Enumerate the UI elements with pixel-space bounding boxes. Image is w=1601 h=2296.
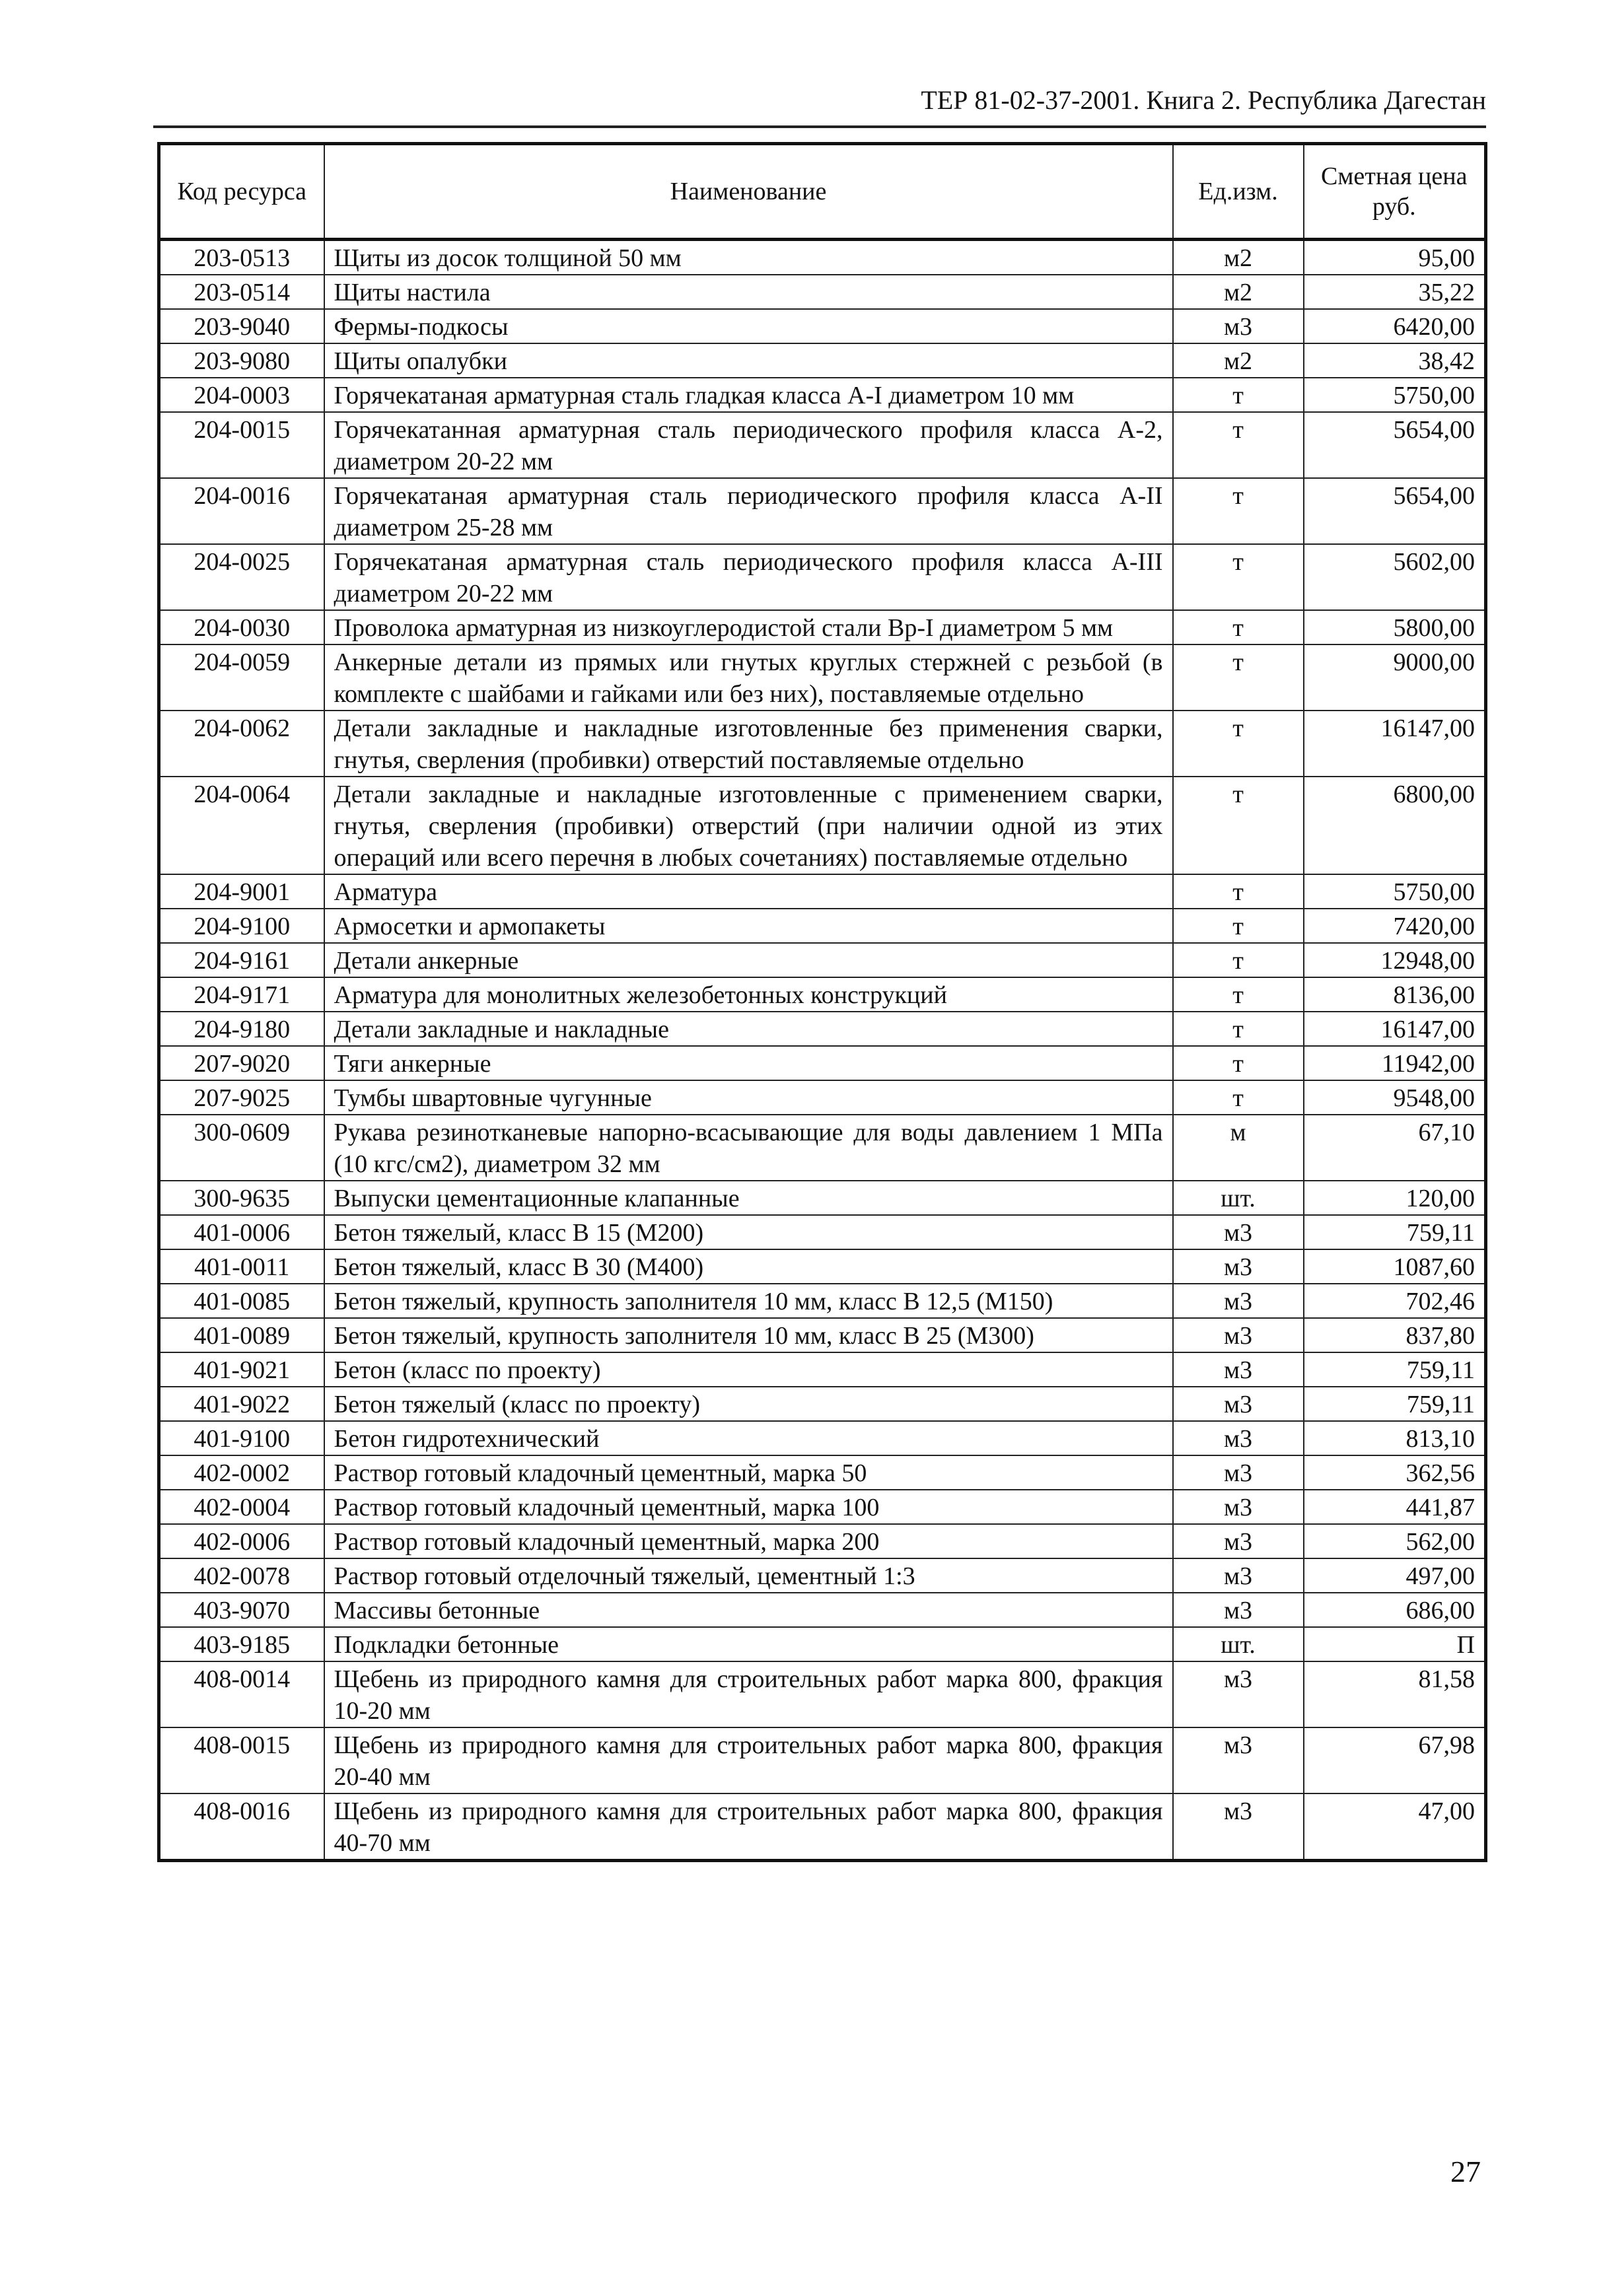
cell-unit: т	[1173, 711, 1304, 777]
cell-unit: м3	[1173, 1215, 1304, 1249]
cell-price: 441,87	[1304, 1490, 1486, 1524]
cell-unit: шт.	[1173, 1181, 1304, 1215]
cell-unit: т	[1173, 412, 1304, 478]
cell-price: 9548,00	[1304, 1080, 1486, 1115]
cell-unit: м3	[1173, 1524, 1304, 1558]
table-row	[159, 1215, 1486, 1249]
cell-code: 403-9185	[159, 1627, 324, 1661]
page-header	[153, 83, 1486, 128]
cell-code: 204-0016	[159, 478, 324, 544]
cell-name: Анкерные детали из прямых или гнутых круглых стержней с резьбой (в комплекте с шайбами и гайками или без них), поставляемые отдельно	[324, 644, 1173, 711]
cell-price: 813,10	[1304, 1421, 1486, 1455]
cell-unit: т	[1173, 943, 1304, 977]
table-row	[159, 1490, 1486, 1524]
cell-code: 403-9070	[159, 1593, 324, 1627]
cell-code: 402-0002	[159, 1455, 324, 1490]
table-row	[159, 1421, 1486, 1455]
table-row	[159, 1387, 1486, 1421]
column-header-price	[1304, 144, 1486, 240]
table-row	[159, 909, 1486, 943]
cell-price: 67,10	[1304, 1115, 1486, 1181]
cell-name: Массивы бетонные	[324, 1593, 1173, 1627]
cell-unit: м3	[1173, 1455, 1304, 1490]
column-header-unit: Ед.изм.	[1173, 144, 1304, 240]
cell-name: Детали анкерные	[324, 943, 1173, 977]
cell-unit: м3	[1173, 309, 1304, 343]
cell-name: Щебень из природного камня для строительных работ марка 800, фракция 20-40 мм	[324, 1727, 1173, 1793]
cell-name: Щиты опалубки	[324, 343, 1173, 378]
cell-name: Щебень из природного камня для строительных работ марка 800, фракция 10-20 мм	[324, 1661, 1173, 1727]
cell-code: 204-9001	[159, 874, 324, 909]
cell-unit: м3	[1173, 1490, 1304, 1524]
table-row	[159, 1793, 1486, 1861]
resource-price-table	[157, 142, 1487, 1862]
table-row	[159, 977, 1486, 1012]
table-header-row	[159, 144, 1486, 240]
cell-price: 120,00	[1304, 1181, 1486, 1215]
cell-unit: т	[1173, 1080, 1304, 1115]
table-row	[159, 1012, 1486, 1046]
cell-code: 204-9161	[159, 943, 324, 977]
table-row	[159, 1661, 1486, 1727]
cell-price: 9000,00	[1304, 644, 1486, 711]
cell-price: 38,42	[1304, 343, 1486, 378]
cell-unit: т	[1173, 1046, 1304, 1080]
cell-name: Бетон тяжелый, крупность заполнителя 10 мм, класс В 25 (М300)	[324, 1318, 1173, 1352]
cell-name: Подкладки бетонные	[324, 1627, 1173, 1661]
cell-price: 362,56	[1304, 1455, 1486, 1490]
cell-name: Щебень из природного камня для строительных работ марка 800, фракция 40-70 мм	[324, 1793, 1173, 1861]
page-number: 27	[1450, 2155, 1481, 2188]
cell-price: 11942,00	[1304, 1046, 1486, 1080]
cell-price: П	[1304, 1627, 1486, 1661]
table-row	[159, 544, 1486, 610]
cell-code: 204-9180	[159, 1012, 324, 1046]
cell-name: Раствор готовый отделочный тяжелый, цементный 1:3	[324, 1558, 1173, 1593]
cell-unit: м3	[1173, 1249, 1304, 1284]
cell-name: Арматура	[324, 874, 1173, 909]
table-row	[159, 874, 1486, 909]
cell-code: 300-0609	[159, 1115, 324, 1181]
cell-name: Горячекатаная арматурная сталь периодического профиля класса А-II диаметром 25-28 мм	[324, 478, 1173, 544]
cell-unit: м3	[1173, 1352, 1304, 1387]
cell-code: 204-0064	[159, 777, 324, 874]
cell-name: Раствор готовый кладочный цементный, марка 50	[324, 1455, 1173, 1490]
cell-code: 204-0062	[159, 711, 324, 777]
cell-unit: м3	[1173, 1593, 1304, 1627]
cell-unit: т	[1173, 644, 1304, 711]
cell-price: 5654,00	[1304, 478, 1486, 544]
cell-name: Раствор готовый кладочный цементный, марка 200	[324, 1524, 1173, 1558]
cell-code: 204-9100	[159, 909, 324, 943]
cell-unit: м	[1173, 1115, 1304, 1181]
cell-unit: т	[1173, 909, 1304, 943]
cell-price: 5602,00	[1304, 544, 1486, 610]
table-row	[159, 478, 1486, 544]
cell-name: Щиты из досок толщиной 50 мм	[324, 240, 1173, 275]
cell-name: Рукава резинотканевые напорно-всасывающие для воды давлением 1 МПа (10 кгс/см2), диаметром 32 мм	[324, 1115, 1173, 1181]
table-row	[159, 275, 1486, 309]
cell-name: Проволока арматурная из низкоуглеродистой стали Вр-I диаметром 5 мм	[324, 610, 1173, 644]
cell-unit: т	[1173, 977, 1304, 1012]
cell-unit: м3	[1173, 1558, 1304, 1593]
cell-price: 5800,00	[1304, 610, 1486, 644]
cell-price: 7420,00	[1304, 909, 1486, 943]
table-row	[159, 1284, 1486, 1318]
cell-name: Арматура для монолитных железобетонных конструкций	[324, 977, 1173, 1012]
cell-unit: т	[1173, 777, 1304, 874]
cell-price: 5750,00	[1304, 874, 1486, 909]
table-row	[159, 378, 1486, 412]
cell-code: 408-0016	[159, 1793, 324, 1861]
cell-name: Бетон тяжелый, крупность заполнителя 10 мм, класс В 12,5 (М150)	[324, 1284, 1173, 1318]
cell-code: 204-9171	[159, 977, 324, 1012]
cell-price: 5750,00	[1304, 378, 1486, 412]
cell-price: 8136,00	[1304, 977, 1486, 1012]
cell-price: 562,00	[1304, 1524, 1486, 1558]
cell-unit: т	[1173, 610, 1304, 644]
cell-unit: м2	[1173, 240, 1304, 275]
table-row	[159, 240, 1486, 275]
cell-code: 402-0078	[159, 1558, 324, 1593]
column-header-price-line2: руб.	[1372, 193, 1416, 221]
cell-code: 401-0085	[159, 1284, 324, 1318]
column-header-code: Код ресурса	[159, 144, 324, 240]
table-row	[159, 1593, 1486, 1627]
cell-price: 95,00	[1304, 240, 1486, 275]
cell-price: 16147,00	[1304, 1012, 1486, 1046]
cell-unit: м2	[1173, 275, 1304, 309]
cell-unit: м3	[1173, 1727, 1304, 1793]
cell-unit: м3	[1173, 1661, 1304, 1727]
cell-code: 203-9080	[159, 343, 324, 378]
cell-code: 401-0011	[159, 1249, 324, 1284]
cell-unit: т	[1173, 874, 1304, 909]
cell-unit: т	[1173, 544, 1304, 610]
cell-name: Бетон тяжелый (класс по проекту)	[324, 1387, 1173, 1421]
cell-unit: т	[1173, 378, 1304, 412]
cell-code: 204-0030	[159, 610, 324, 644]
cell-price: 47,00	[1304, 1793, 1486, 1861]
cell-name: Раствор готовый кладочный цементный, марка 100	[324, 1490, 1173, 1524]
table-row	[159, 610, 1486, 644]
cell-price: 35,22	[1304, 275, 1486, 309]
table-row	[159, 309, 1486, 343]
cell-price: 497,00	[1304, 1558, 1486, 1593]
cell-code: 401-9100	[159, 1421, 324, 1455]
cell-price: 686,00	[1304, 1593, 1486, 1627]
cell-code: 300-9635	[159, 1181, 324, 1215]
cell-name: Щиты настила	[324, 275, 1173, 309]
cell-name: Бетон (класс по проекту)	[324, 1352, 1173, 1387]
cell-code: 402-0006	[159, 1524, 324, 1558]
cell-price: 759,11	[1304, 1215, 1486, 1249]
cell-price: 12948,00	[1304, 943, 1486, 977]
cell-code: 203-0513	[159, 240, 324, 275]
cell-code: 408-0014	[159, 1661, 324, 1727]
table-row	[159, 711, 1486, 777]
cell-code: 204-0025	[159, 544, 324, 610]
cell-name: Детали закладные и накладные изготовленные с применением сварки, гнутья, сверления (пробивки) отверстий (при наличии одной из этих операций или всего перечня в любых сочетаниях) поставляемые отдельно	[324, 777, 1173, 874]
cell-name: Горячекатанная арматурная сталь периодического профиля класса А-2, диаметром 20-22 мм	[324, 412, 1173, 478]
cell-price: 6420,00	[1304, 309, 1486, 343]
cell-code: 401-9022	[159, 1387, 324, 1421]
cell-name: Горячекатаная арматурная сталь периодического профиля класса А-III диаметром 20-22 мм	[324, 544, 1173, 610]
cell-name: Бетон тяжелый, класс В 30 (М400)	[324, 1249, 1173, 1284]
table-row	[159, 412, 1486, 478]
cell-price: 16147,00	[1304, 711, 1486, 777]
cell-name: Детали закладные и накладные	[324, 1012, 1173, 1046]
cell-name: Тумбы швартовные чугунные	[324, 1080, 1173, 1115]
table-row	[159, 1727, 1486, 1793]
cell-unit: м3	[1173, 1793, 1304, 1861]
cell-code: 401-0089	[159, 1318, 324, 1352]
table-row	[159, 1352, 1486, 1387]
cell-name: Горячекатаная арматурная сталь гладкая класса А-I диаметром 10 мм	[324, 378, 1173, 412]
cell-unit: м2	[1173, 343, 1304, 378]
cell-price: 837,80	[1304, 1318, 1486, 1352]
table-row	[159, 1080, 1486, 1115]
table-row	[159, 943, 1486, 977]
cell-code: 204-0015	[159, 412, 324, 478]
table-row	[159, 777, 1486, 874]
cell-name: Армосетки и армопакеты	[324, 909, 1173, 943]
cell-unit: м3	[1173, 1284, 1304, 1318]
cell-unit: м3	[1173, 1421, 1304, 1455]
cell-price: 67,98	[1304, 1727, 1486, 1793]
cell-unit: т	[1173, 478, 1304, 544]
table-row	[159, 1046, 1486, 1080]
cell-price: 759,11	[1304, 1387, 1486, 1421]
column-header-name: Наименование	[324, 144, 1173, 240]
cell-code: 402-0004	[159, 1490, 324, 1524]
cell-code: 401-9021	[159, 1352, 324, 1387]
table-row	[159, 1115, 1486, 1181]
cell-price: 702,46	[1304, 1284, 1486, 1318]
table-row	[159, 1627, 1486, 1661]
cell-price: 759,11	[1304, 1352, 1486, 1387]
table-row	[159, 1558, 1486, 1593]
table-row	[159, 1455, 1486, 1490]
cell-code: 204-0003	[159, 378, 324, 412]
cell-code: 203-0514	[159, 275, 324, 309]
cell-code: 204-0059	[159, 644, 324, 711]
cell-price: 5654,00	[1304, 412, 1486, 478]
cell-price: 6800,00	[1304, 777, 1486, 874]
table-row	[159, 644, 1486, 711]
cell-name: Фермы-подкосы	[324, 309, 1173, 343]
table-row	[159, 1249, 1486, 1284]
cell-name: Выпуски цементационные клапанные	[324, 1181, 1173, 1215]
cell-code: 207-9025	[159, 1080, 324, 1115]
cell-name: Тяги анкерные	[324, 1046, 1173, 1080]
cell-name: Детали закладные и накладные изготовленные без применения сварки, гнутья, сверления (пробивки) отверстий поставляемые отдельно	[324, 711, 1173, 777]
table-row	[159, 1181, 1486, 1215]
document-title: ТЕР 81-02-37-2001. Книга 2. Республика Дагестан	[921, 85, 1486, 115]
cell-price: 1087,60	[1304, 1249, 1486, 1284]
table-row	[159, 343, 1486, 378]
table-row	[159, 1524, 1486, 1558]
cell-code: 203-9040	[159, 309, 324, 343]
cell-name: Бетон гидротехнический	[324, 1421, 1173, 1455]
cell-price: 81,58	[1304, 1661, 1486, 1727]
cell-code: 207-9020	[159, 1046, 324, 1080]
cell-code: 408-0015	[159, 1727, 324, 1793]
cell-name: Бетон тяжелый, класс В 15 (М200)	[324, 1215, 1173, 1249]
column-header-price-line1: Сметная цена	[1321, 162, 1468, 190]
cell-unit: м3	[1173, 1318, 1304, 1352]
cell-unit: шт.	[1173, 1627, 1304, 1661]
cell-code: 401-0006	[159, 1215, 324, 1249]
table-row	[159, 1318, 1486, 1352]
cell-unit: м3	[1173, 1387, 1304, 1421]
cell-unit: т	[1173, 1012, 1304, 1046]
